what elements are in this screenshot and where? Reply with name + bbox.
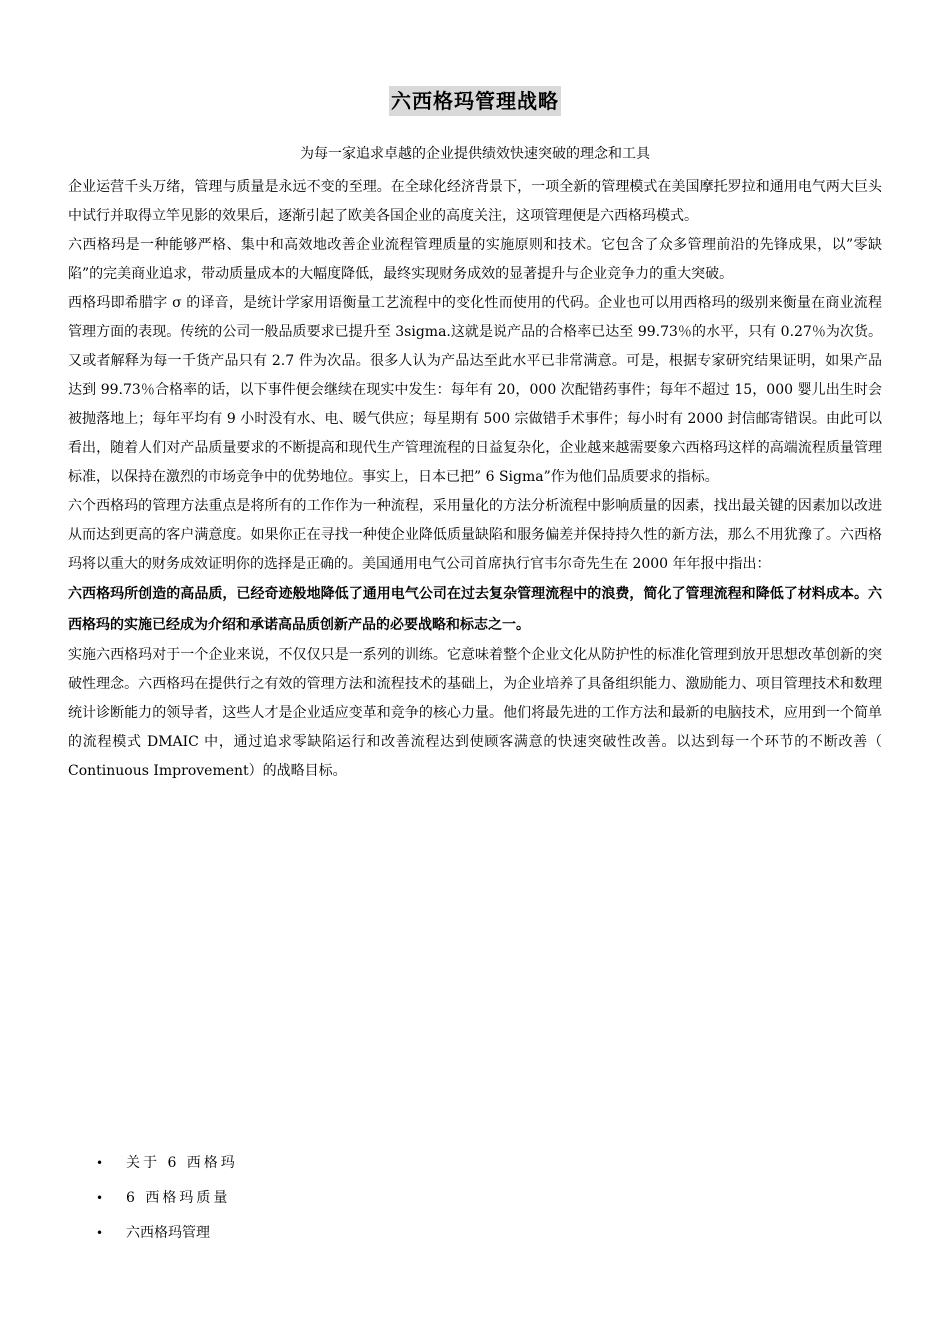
page-title: 六西格玛管理战略 [389, 86, 561, 116]
bullet-icon: • [96, 1226, 104, 1240]
title-row [68, 86, 882, 116]
paragraph-definition: 六西格玛是一种能够严格、集中和高效地改善企业流程管理质量的实施原则和技术。它包含了众多管理前沿的先锋成果，以”零缺陷”的完美商业追求，带动质量成本的大幅度降低，最终实现财务成效的显著提升与企业竞争力的重大突破。 [68, 237, 882, 282]
document-body [68, 173, 882, 786]
page-subtitle: 为每一家追求卓越的企业提供绩效快速突破的理念和工具 [300, 146, 650, 162]
link-six-sigma-management[interactable] [68, 1218, 238, 1253]
paragraph-quote: 六西格玛所创造的高品质，已经奇迹般地降低了通用电气公司在过去复杂管理流程中的浪费，简化了管理流程和降低了材料成本。六西格玛的实施已经成为介绍和承诺高品质创新产品的必要战略和标志之一。 [68, 586, 882, 633]
link-6-sigma-quality[interactable] [68, 1183, 238, 1218]
link-label[interactable]: 关于 6 西格玛 [126, 1155, 238, 1171]
paragraph-closing: 实施六西格玛对于一个企业来说，不仅仅只是一系列的训练。它意味着整个企业文化从防护性的标准化管理到放开思想改革创新的突破性理念。六西格玛在提供行之有效的管理方法和流程技术的基础上，为企业培养了具备组织能力、激励能力、项目管理技术和数理统计诊断能力的领导者，这些人才是企业适应变革和竞争的核心力量。他们将最先进的工作方法和最新的电脑技术，应用到一个简单的流程模式 DMAIC 中，通过追求零缺陷运行和改善流程达到使顾客满意的快速突破性改善。以达到每一个环节的不断改善（ Continuous Improvement）的战略目标。 [68, 647, 882, 779]
related-links-list [68, 1148, 238, 1253]
paragraph-sigma-meaning: 西格玛即希腊字 σ 的译音，是统计学家用语衡量工艺流程中的变化性而使用的代码。企业也可以用西格玛的级别来衡量在商业流程管理方面的表现。传统的公司一般品质要求已提升至 3sigma.这就是说产品的合格率已达至 99.73％的水平，只有 0.27％为次货。又或者解释为每一千货产品只有 2.7 件为次品。很多人认为产品达至此水平已非常满意。可是，根据专家研究结果证明，如果产品达到 99.73％合格率的话，以下事件便会继续在现实中发生：每年有 20，000 次配错药事件；每年不超过 15，000 婴儿出生时会被抛落地上；每年平均有 9 小时没有水、电、暖气供应；每星期有 500 宗做错手术事件；每小时有 2000 封信邮寄错误。由此可以看出，随着人们对产品质量要求的不断提高和现代生产管理流程的日益复杂化，企业越来越需要象六西格玛这样的高端流程质量管理标准，以保持在激烈的市场竞争中的优势地位。事实上，日本已把” 6 Sigma”作为他们品质要求的指标。 [68, 295, 882, 485]
link-label[interactable]: 6 西格玛质量 [126, 1190, 231, 1206]
bullet-icon: • [96, 1191, 104, 1205]
paragraph-methodology: 六个西格玛的管理方法重点是将所有的工作作为一种流程，采用量化的方法分析流程中影响质量的因素，找出最关键的因素加以改进从而达到更高的客户满意度。如果你正在寻找一种使企业降低质量缺陷和服务偏差并保持持久性的新方法，那么不用犹豫了。六西格玛将以重大的财务成效证明你的选择是正确的。美国通用电气公司首席执行官韦尔奇先生在 2000 年年报中指出： [68, 498, 882, 572]
bullet-icon: • [96, 1156, 104, 1170]
link-about-6-sigma[interactable] [68, 1148, 238, 1183]
paragraph-intro: 企业运营千头万绪，管理与质量是永远不变的至理。在全球化经济背景下，一项全新的管理模式在美国摩托罗拉和通用电气两大巨头中试行并取得立竿见影的效果后，逐渐引起了欧美各国企业的高度关注，这项管理便是六西格玛模式。 [68, 179, 882, 224]
link-label[interactable]: 六西格玛管理 [126, 1225, 210, 1241]
